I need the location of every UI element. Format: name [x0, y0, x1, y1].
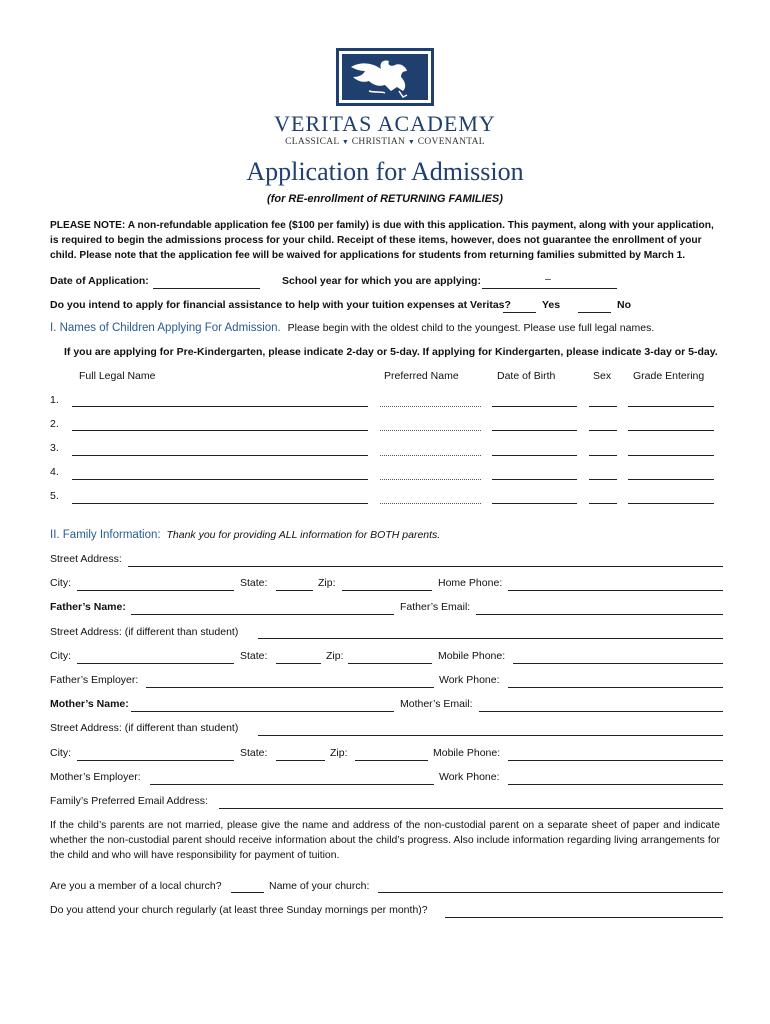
- section-2-subtitle: Thank you for providing ALL information for BOTH parents.: [166, 529, 441, 541]
- financial-assistance-question: Do you intend to apply for financial assistance to help with your tuition expenses at Veritas?: [50, 299, 511, 311]
- child-sex-field[interactable]: [589, 455, 617, 456]
- column-header-preferred-name: Preferred Name: [384, 370, 459, 382]
- column-header-full-legal-name: Full Legal Name: [79, 370, 156, 382]
- father-street-address-field[interactable]: [258, 638, 723, 639]
- father-work-phone-field[interactable]: [508, 687, 723, 688]
- child-grade-field[interactable]: [628, 479, 714, 480]
- home-phone-label: Home Phone:: [438, 577, 503, 589]
- child-full-name-field[interactable]: [72, 503, 368, 504]
- school-year-field[interactable]: [482, 288, 617, 289]
- child-preferred-name-field[interactable]: [380, 455, 481, 456]
- mothers-email-field[interactable]: [479, 711, 723, 712]
- fathers-employer-label: Father’s Employer:: [50, 674, 139, 686]
- state-field[interactable]: [276, 590, 313, 591]
- tagline-covenantal: COVENANTAL: [417, 137, 485, 147]
- child-grade-field[interactable]: [628, 455, 714, 456]
- form-title: Application for Admission: [246, 157, 524, 186]
- fathers-email-label: Father’s Email:: [400, 601, 471, 613]
- mother-work-phone-label: Work Phone:: [439, 771, 500, 783]
- father-state-field[interactable]: [276, 663, 321, 664]
- father-mobile-phone-label: Mobile Phone:: [438, 650, 506, 662]
- section-2-title: II. Family Information:: [50, 529, 161, 541]
- fathers-employer-field[interactable]: [146, 687, 434, 688]
- child-full-name-field[interactable]: [72, 479, 368, 480]
- mother-city-label: City:: [50, 747, 71, 759]
- section-1-title: I. Names of Children Applying For Admission.: [50, 322, 281, 334]
- father-state-label: State:: [240, 650, 268, 662]
- church-name-field[interactable]: [378, 892, 723, 893]
- tagline-separator: ▼: [341, 138, 350, 146]
- street-address-label: Street Address:: [50, 553, 122, 565]
- child-full-name-field[interactable]: [72, 455, 368, 456]
- fathers-name-label: Father’s Name:: [50, 601, 126, 613]
- family-email-field[interactable]: [219, 808, 723, 809]
- financial-yes-field[interactable]: [503, 312, 536, 313]
- church-member-field[interactable]: [231, 892, 264, 893]
- mothers-name-field[interactable]: [131, 711, 394, 712]
- child-dob-field[interactable]: [492, 503, 577, 504]
- financial-yes-label: Yes: [542, 299, 561, 311]
- school-name: VERITAS ACADEMY: [274, 111, 496, 136]
- street-address-field[interactable]: [128, 566, 723, 567]
- mother-zip-field[interactable]: [355, 760, 428, 761]
- child-grade-field[interactable]: [628, 406, 714, 407]
- father-mobile-phone-field[interactable]: [513, 663, 723, 664]
- fee-notice: PLEASE NOTE: A non-refundable application fee ($100 per family) is due with this application. This payment, along with your application, is required to begin the admissions process for your child. Receipt of these items, however, does not guarantee the enrollment of your child. Please note that the application fee will be waived for applications for students from returning families submitted by March 1.: [50, 220, 714, 261]
- child-grade-field[interactable]: [628, 430, 714, 431]
- tagline-classical: CLASSICAL: [285, 137, 340, 147]
- city-label: City:: [50, 577, 71, 589]
- custodial-parent-note: If the child’s parents are not married, please give the name and address of the non-custodial parent on a separate sheet of paper and indicate whether the non-custodial parent should receive information about the child’s progress. Also include information regarding living arrangements for the child and who will have responsibility for payment of tuition.: [50, 820, 720, 861]
- church-attendance-question: Do you attend your church regularly (at least three Sunday mornings per month)?: [50, 904, 428, 916]
- mother-work-phone-field[interactable]: [508, 784, 723, 785]
- mother-city-field[interactable]: [77, 760, 234, 761]
- zip-field[interactable]: [342, 590, 432, 591]
- school-year-label: School year for which you are applying:: [282, 275, 481, 287]
- mothers-employer-field[interactable]: [150, 784, 434, 785]
- section-1-instruction: Please begin with the oldest child to the youngest. Please use full legal names.: [287, 322, 655, 334]
- section-1-header: [50, 322, 654, 334]
- child-dob-field[interactable]: [492, 479, 577, 480]
- column-header-grade-entering: Grade Entering: [633, 370, 705, 382]
- mother-mobile-phone-field[interactable]: [508, 760, 723, 761]
- mother-zip-label: Zip:: [330, 747, 348, 759]
- fathers-name-field[interactable]: [131, 614, 394, 615]
- child-row-number: 1.: [50, 394, 59, 406]
- child-preferred-name-field[interactable]: [380, 479, 481, 480]
- child-full-name-field[interactable]: [72, 430, 368, 431]
- child-grade-field[interactable]: [628, 503, 714, 504]
- family-email-label: Family’s Preferred Email Address:: [50, 795, 208, 807]
- zip-label: Zip:: [318, 577, 336, 589]
- section-2-header: [50, 529, 440, 541]
- prek-note: If you are applying for Pre-Kindergarten, please indicate 2-day or 5-day. If applying for Kindergarten, please indicate 3-day or 5-day.: [64, 346, 718, 358]
- church-name-label: Name of your church:: [269, 880, 370, 892]
- father-zip-label: Zip:: [326, 650, 344, 662]
- financial-no-label: No: [617, 299, 631, 311]
- city-field[interactable]: [77, 590, 234, 591]
- church-attendance-field[interactable]: [445, 917, 723, 918]
- mothers-employer-label: Mother’s Employer:: [50, 771, 141, 783]
- child-preferred-name-field[interactable]: [380, 503, 481, 504]
- school-year-separator: –: [545, 273, 551, 285]
- child-row-number: 4.: [50, 466, 59, 478]
- child-sex-field[interactable]: [589, 406, 617, 407]
- griffin-emblem-icon: [339, 51, 431, 103]
- church-member-question: Are you a member of a local church?: [50, 880, 222, 892]
- column-header-sex: Sex: [593, 370, 612, 382]
- mother-mobile-phone-label: Mobile Phone:: [433, 747, 501, 759]
- child-sex-field[interactable]: [589, 503, 617, 504]
- form-subtitle: (for RE-enrollment of RETURNING FAMILIES): [267, 193, 503, 205]
- school-logo: [336, 48, 434, 106]
- father-street-address-label: Street Address: (if different than student): [50, 626, 239, 638]
- child-full-name-field[interactable]: [72, 406, 368, 407]
- tagline-separator: ▼: [407, 138, 416, 146]
- child-row-number: 3.: [50, 442, 59, 454]
- mothers-name-label: Mother’s Name:: [50, 698, 129, 710]
- school-tagline: [256, 137, 514, 147]
- father-city-label: City:: [50, 650, 71, 662]
- home-phone-field[interactable]: [508, 590, 723, 591]
- date-of-application-label: Date of Application:: [50, 275, 149, 287]
- mother-street-address-label: Street Address: (if different than student): [50, 722, 239, 734]
- father-city-field[interactable]: [77, 663, 234, 664]
- child-dob-field[interactable]: [492, 406, 577, 407]
- financial-no-field[interactable]: [578, 312, 611, 313]
- father-work-phone-label: Work Phone:: [439, 674, 500, 686]
- child-row-number: 2.: [50, 418, 59, 430]
- child-preferred-name-field[interactable]: [380, 406, 481, 407]
- father-zip-field[interactable]: [348, 663, 432, 664]
- date-of-application-field[interactable]: [153, 288, 260, 289]
- child-sex-field[interactable]: [589, 479, 617, 480]
- mother-street-address-field[interactable]: [258, 735, 723, 736]
- mother-state-label: State:: [240, 747, 268, 759]
- child-dob-field[interactable]: [492, 455, 577, 456]
- state-label: State:: [240, 577, 268, 589]
- tagline-christian: CHRISTIAN: [351, 137, 406, 147]
- child-sex-field[interactable]: [589, 430, 617, 431]
- column-header-date-of-birth: Date of Birth: [497, 370, 556, 382]
- child-dob-field[interactable]: [492, 430, 577, 431]
- mothers-email-label: Mother’s Email:: [400, 698, 473, 710]
- fathers-email-field[interactable]: [476, 614, 723, 615]
- child-preferred-name-field[interactable]: [380, 430, 481, 431]
- mother-state-field[interactable]: [276, 760, 325, 761]
- child-row-number: 5.: [50, 490, 59, 502]
